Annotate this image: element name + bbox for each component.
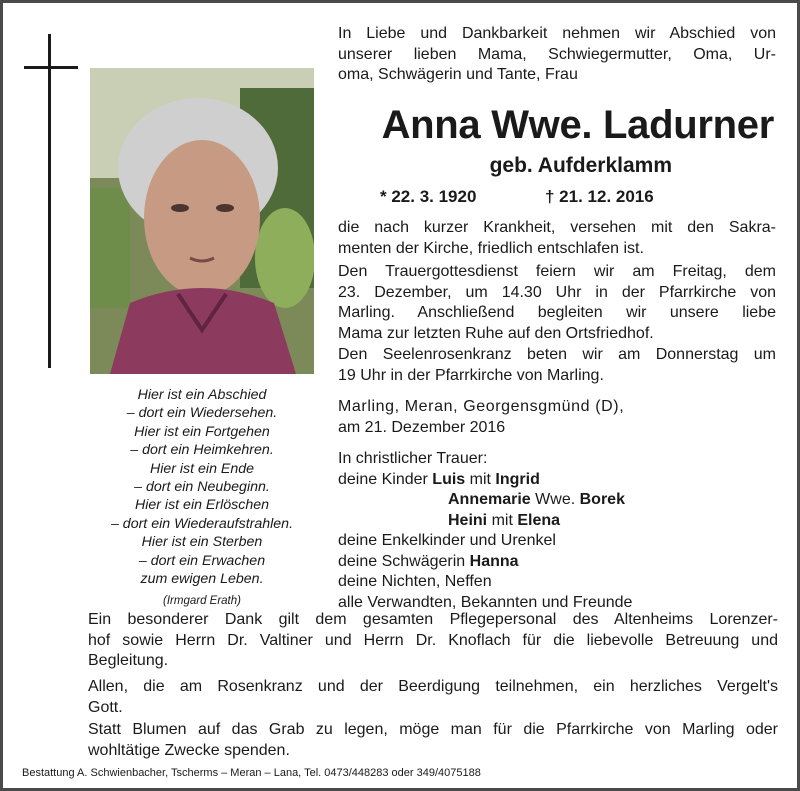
- mourner-row: Annemarie Wwe. Borek: [448, 491, 625, 508]
- poem-author: (Irmgard Erath): [163, 595, 241, 608]
- passing-line: die nach kurzer Krankheit, versehen mit den Sakra-: [338, 219, 776, 236]
- cross-symbol-horizontal: [24, 66, 78, 69]
- thanks2-line: Gott.: [88, 698, 123, 716]
- birth-date: * 22. 3. 1920: [380, 187, 477, 206]
- mourner-ingrid: Ingrid: [495, 470, 540, 488]
- mourner-luis: Luis: [432, 470, 466, 488]
- mourner-annemarie: Annemarie: [448, 491, 531, 508]
- funeral-line: 23. Dezember, um 14.30 Uhr in der Pfarrkirche von: [338, 283, 776, 301]
- mourner-row: deine Nichten, Neffen: [338, 573, 492, 590]
- poem-line: – dort ein Neubeginn.: [134, 479, 270, 496]
- poem-line: Hier ist ein Sterben: [141, 534, 263, 551]
- place-line: Marling, Meran, Georgensgmünd (D),: [338, 398, 625, 415]
- poem: [88, 386, 316, 611]
- thanks2-line: Allen, die am Rosenkranz und der Beerdigung teilnehmen, ein herzliches Vergelt's: [88, 678, 778, 695]
- intro-line: oma, Schwägerin und Tante, Frau: [338, 66, 578, 83]
- poem-line: – dort ein Erwachen: [138, 552, 266, 569]
- thanks-line: hof sowie Herrn Dr. Valtiner und Herrn Dr. Knoflach für die liebevolle Betreuung und: [88, 631, 778, 649]
- flowers-line: Statt Blumen auf das Grab zu legen, möge man für die Pfarrkirche von Marling oder: [88, 721, 778, 738]
- date-line: am 21. Dezember 2016: [338, 418, 506, 436]
- death-date: † 21. 12. 2016: [545, 187, 654, 206]
- place-date: [338, 397, 776, 438]
- funeral-line: Marling. Anschließend begleiten wir unsere liebe: [338, 304, 776, 321]
- poem-line: – dort ein Wiederaufstrahlen.: [110, 515, 294, 532]
- rosary-line: Den Seelenrosenkranz beten wir am Donnerstag um: [338, 346, 776, 363]
- funeral-line: Den Trauergottesdienst feiern wir am Freitag, dem: [338, 263, 776, 280]
- mourner-row: alle Verwandten, Bekannten und Freunde: [338, 593, 633, 611]
- intro-text: [338, 24, 776, 86]
- mourner-elena: Elena: [517, 511, 561, 529]
- cross-symbol-vertical: [48, 34, 51, 368]
- funeral-text: [338, 262, 776, 344]
- passing-line: menten der Kirche, friedlich entschlafen ist.: [338, 239, 644, 257]
- funeral-home-footer: Bestattung A. Schwienbacher, Tscherms – Meran – Lana, Tel. 0473/448283 oder 349/4075188: [22, 767, 481, 779]
- thanks-line: Ein besonderer Dank gilt dem gesamten Pflegepersonal des Altenheims Lorenzer-: [88, 611, 778, 628]
- poem-line: Hier ist ein Ende: [149, 460, 255, 477]
- mourners-heading: In christlicher Trauer:: [338, 450, 488, 467]
- rosary-line: 19 Uhr in der Pfarrkirche von Marling.: [338, 366, 604, 384]
- rosary-text: [338, 345, 776, 386]
- thanks-line: Begleitung.: [88, 652, 169, 669]
- flowers-text: [88, 720, 778, 761]
- portrait-photo: [90, 68, 314, 374]
- poem-line: Hier ist ein Erlöschen: [134, 497, 270, 514]
- mourner-row: deine Kinder Luis mit Ingrid: [338, 470, 540, 488]
- poem-line: zum ewigen Leben.: [140, 571, 264, 588]
- poem-line: Hier ist ein Abschied: [137, 387, 267, 403]
- mourner-heini: Heini: [448, 511, 488, 529]
- mourners-list: [338, 449, 776, 613]
- intro-line: In Liebe und Dankbarkeit nehmen wir Abschied von: [338, 25, 776, 42]
- mourner-hanna: Hanna: [469, 552, 519, 570]
- thanks-text: [88, 610, 778, 672]
- maiden-name: geb. Aufderklamm: [489, 154, 672, 177]
- flowers-line: wohltätige Zwecke spenden.: [88, 741, 290, 759]
- deceased-name: Anna Wwe. Ladurner: [381, 103, 774, 147]
- mourner-row: deine Schwägerin Hanna: [338, 552, 519, 570]
- mourner-borek: Borek: [579, 491, 625, 508]
- poem-line: – dort ein Heimkehren.: [130, 442, 274, 459]
- mourner-row: Heini mit Elena: [448, 511, 561, 529]
- intro-line: unserer lieben Mama, Schwiegermutter, Oma, Ur-: [338, 45, 776, 63]
- passing-text: [338, 218, 776, 259]
- poem-line: Hier ist ein Fortgehen: [134, 423, 270, 440]
- funeral-line: Mama zur letzten Ruhe auf den Ortsfriedhof.: [338, 324, 654, 342]
- poem-line: – dort ein Wiedersehen.: [126, 405, 278, 422]
- thanks2-text: [88, 677, 778, 718]
- mourner-row: deine Enkelkinder und Urenkel: [338, 532, 556, 549]
